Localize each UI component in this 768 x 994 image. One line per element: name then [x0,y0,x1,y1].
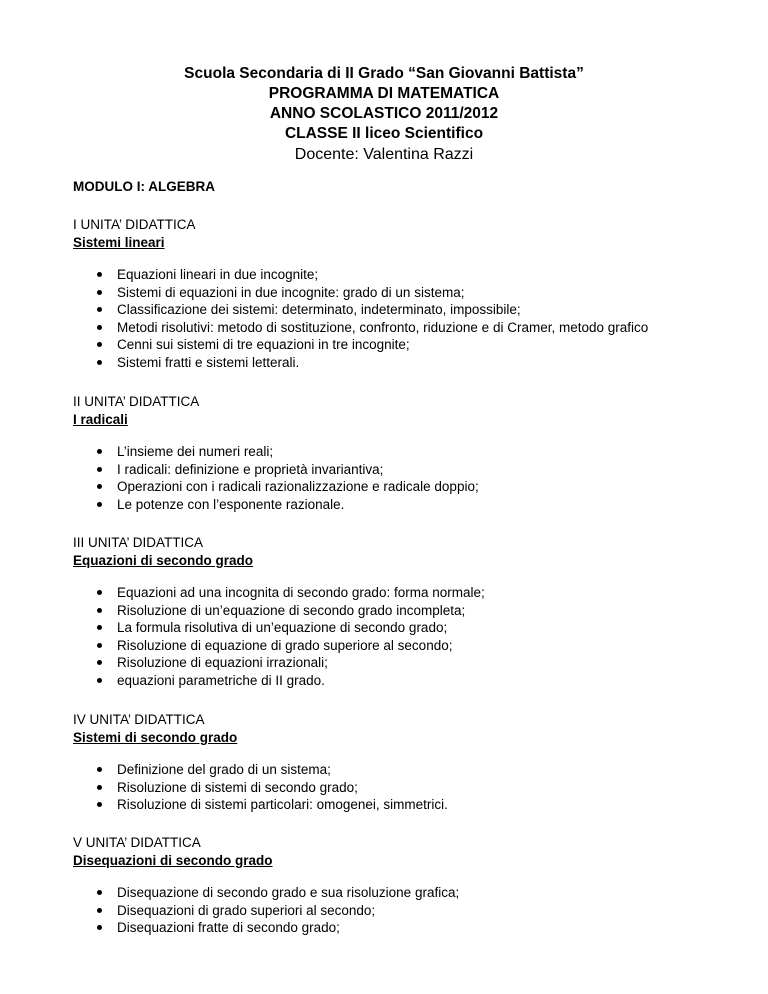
list-item-text: equazioni parametriche di II grado. [117,672,325,688]
unit-topic-list [73,584,753,690]
list-item [73,266,753,284]
unit-subtitle: Disequazioni di secondo grado [73,853,273,868]
list-item [73,584,753,602]
bullet-icon [97,608,102,613]
list-item [73,284,753,302]
list-item-text: Risoluzione di un’equazione di secondo grado incompleta; [117,602,466,618]
document-header [0,64,768,165]
bullet-icon [97,502,102,507]
bullet-icon [97,660,102,665]
module-title: MODULO I: ALGEBRA [73,179,215,194]
school-year: ANNO SCOLASTICO 2011/2012 [269,105,499,122]
bullet-icon [97,767,102,772]
list-item-text: Risoluzione di equazioni irrazionali; [117,655,328,671]
list-item-text: Risoluzione di sistemi particolari: omogenei, simmetrici. [117,797,448,813]
list-item [73,884,753,902]
unit-title: IV UNITA’ DIDATTICA [73,712,205,727]
unit-subtitle: Equazioni di secondo grado [73,553,254,568]
list-item-text: Risoluzione di equazione di grado superiore al secondo; [117,637,453,653]
list-item [73,461,753,479]
list-item-text: Classificazione dei sistemi: determinato, indeterminato, impossibile; [117,302,521,318]
bullet-icon [97,484,102,489]
list-item [73,761,753,779]
school-name: Scuola Secondaria di II Grado “San Giovanni Battista” [184,65,584,82]
unit-subtitle: Sistemi lineari [73,235,165,250]
list-item [73,602,753,620]
bullet-icon [97,643,102,648]
unit-topic-list [73,266,753,372]
bullet-icon [97,678,102,683]
list-item [73,654,753,672]
list-item [73,672,753,690]
list-item [73,919,753,937]
bullet-icon [97,802,102,807]
list-item-text: L’insieme dei numeri reali; [117,444,274,459]
bullet-icon [97,785,102,790]
bullet-icon [97,325,102,330]
list-item [73,637,753,655]
list-item-text: Definizione del grado di un sistema; [117,762,331,777]
list-item-text: Equazioni ad una incognita di secondo grado: forma normale; [117,585,485,600]
bullet-icon [97,925,102,930]
program-title: PROGRAMMA DI MATEMATICA [268,85,500,102]
list-item [73,301,753,319]
bullet-icon [97,908,102,913]
unit-section [73,711,753,814]
unit-subtitle: Sistemi di secondo grado [73,730,238,745]
list-item-text: Sistemi fratti e sistemi letterali. [117,354,300,370]
list-item [73,319,753,337]
list-item [73,902,753,920]
list-item-text: Metodi risolutivi: metodo di sostituzione, confronto, riduzione e di Cramer, metodo grafico [117,319,649,335]
bullet-icon [97,342,102,347]
unit-section [73,216,753,372]
list-item [73,443,753,461]
bullet-icon [97,625,102,630]
list-item-text: Sistemi di equazioni in due incognite: grado di un sistema; [117,284,465,300]
class-name: CLASSE II liceo Scientifico [284,125,484,142]
list-item-text: I radicali: definizione e proprietà invariantiva; [117,461,384,477]
list-item [73,619,753,637]
unit-topic-list [73,884,753,937]
unit-title: III UNITA’ DIDATTICA [73,535,203,550]
list-item-text: Cenni sui sistemi di tre equazioni in tre incognite; [117,337,410,353]
list-item [73,496,753,514]
bullet-icon [97,590,102,595]
unit-title: I UNITA’ DIDATTICA [73,217,196,232]
list-item-text: Le potenze con l’esponente razionale. [117,496,345,512]
list-item-text: Disequazione di secondo grado e sua risoluzione grafica; [117,885,460,900]
list-item-text: La formula risolutiva di un’equazione di secondo grado; [117,620,448,636]
bullet-icon [97,272,102,277]
list-item [73,478,753,496]
unit-title: V UNITA’ DIDATTICA [73,835,201,850]
list-item [73,796,753,814]
unit-topic-list [73,443,753,513]
list-item-text: Operazioni con i radicali razionalizzazione e radicale doppio; [117,479,479,495]
list-item [73,336,753,354]
bullet-icon [97,307,102,312]
bullet-icon [97,360,102,365]
list-item-text: Disequazioni di grado superiori al secondo; [117,902,376,918]
list-item-text: Equazioni lineari in due incognite; [117,267,319,282]
list-item-text: Disequazioni fratte di secondo grado; [117,920,340,936]
bullet-icon [97,890,102,895]
list-item [73,354,753,372]
unit-section [73,393,753,513]
teacher-name: Docente: Valentina Razzi [294,146,474,163]
unit-section [73,534,753,690]
unit-subtitle: I radicali [73,412,128,427]
list-item-text: Risoluzione di sistemi di secondo grado; [117,779,358,795]
unit-section [73,834,753,937]
bullet-icon [97,290,102,295]
bullet-icon [97,449,102,454]
list-item [73,779,753,797]
unit-topic-list [73,761,753,814]
unit-title: II UNITA’ DIDATTICA [73,394,200,409]
bullet-icon [97,467,102,472]
